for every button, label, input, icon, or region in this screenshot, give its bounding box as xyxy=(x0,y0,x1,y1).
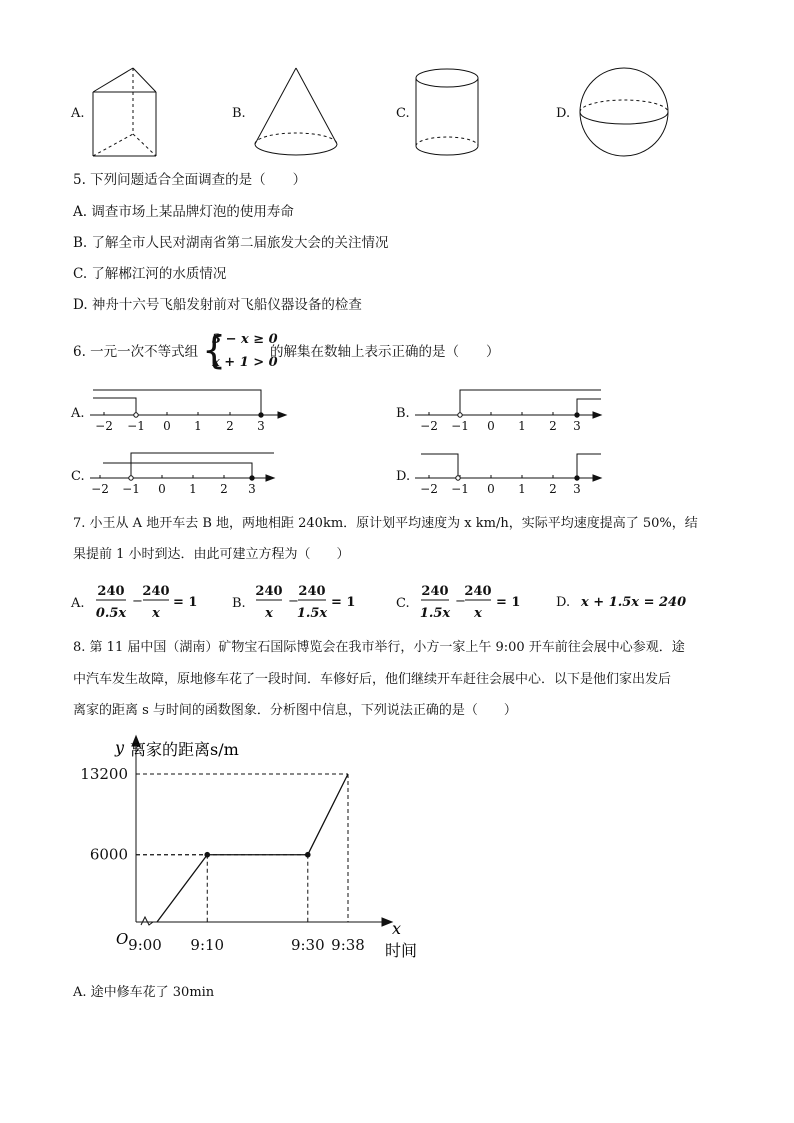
q7-b-den1: x xyxy=(265,606,273,621)
q5-option-c: C. 了解郴江河的水质情况 xyxy=(73,266,227,282)
q6-c-tick-label: 1 xyxy=(189,482,197,496)
q7-c-num1: 240 xyxy=(421,584,449,599)
q7-option-c-label: C. xyxy=(396,596,410,611)
q6-c-tick-label: 3 xyxy=(248,482,256,496)
q6-c-tick-label: −2 xyxy=(91,482,109,496)
q7-c-den2: x xyxy=(474,606,482,621)
x-axis-label: 时间 xyxy=(385,941,418,960)
q6-system-line1: 3 − x ≥ 0 xyxy=(212,332,278,347)
q7-b-rhs: = 1 xyxy=(331,595,356,610)
q6-b-tick-label: 2 xyxy=(549,419,557,433)
y-axis-letter: y xyxy=(115,738,125,757)
q6-d-tick-label: 2 xyxy=(549,482,557,496)
q6-stem-prefix: 6. 一元一次不等式组 xyxy=(73,344,199,360)
q4-option-c-label: C. xyxy=(396,106,410,121)
x-tick-label: 9:38 xyxy=(331,936,365,954)
q5-option-a: A. 调查市场上某品牌灯泡的使用寿命 xyxy=(73,204,294,220)
q6-c-tick-label: 2 xyxy=(220,482,228,496)
data-point xyxy=(305,852,311,858)
x-axis-letter: x xyxy=(392,919,402,938)
q6-option-b-label: B. xyxy=(396,406,410,421)
q5-option-d: D. 神舟十六号飞船发射前对飞船仪器设备的检查 xyxy=(73,297,362,313)
q6-d-tick-label: −2 xyxy=(420,482,438,496)
q6-a-tick-label: 0 xyxy=(163,419,171,433)
q6-c-tick-label: 0 xyxy=(158,482,166,496)
q7-a-num2: 240 xyxy=(142,584,170,599)
q8-line2: 中汽车发生故障，原地修车花了一段时间．车修好后，他们继续开车赶往会展中心．以下是他们家出发后 xyxy=(73,672,672,687)
q7-b-num2: 240 xyxy=(298,584,326,599)
q6-a-tick-label: −2 xyxy=(95,419,113,433)
q6-c-tick-label: −1 xyxy=(122,482,140,496)
q7-line2: 果提前 1 小时到达．由此可建立方程为（ ） xyxy=(73,547,350,562)
q7-a-den2: x xyxy=(152,606,160,621)
q6-a-tick-label: 1 xyxy=(194,419,202,433)
q6-b-tick-label: −2 xyxy=(420,419,438,433)
q7-c-den1: 1.5x xyxy=(419,606,451,621)
q6-b-tick-label: 0 xyxy=(487,419,495,433)
distance-time-chart xyxy=(70,730,440,970)
origin-label: O xyxy=(116,930,129,948)
q6-numberline-b xyxy=(413,385,608,437)
q7-options xyxy=(66,578,716,626)
q7-c-num2: 240 xyxy=(464,584,492,599)
cylinder-figure xyxy=(412,66,484,160)
data-point xyxy=(204,852,210,858)
q8-line1: 8. 第 11 届中国（湖南）矿物宝石国际博览会在我市举行，小方一家上午 9:00 开车前往会展中心参观．途 xyxy=(73,640,685,655)
q7-line1: 7. 小王从 A 地开车去 B 地，两地相距 240km．原计划平均速度为 x km/h，实际平均速度提高了 50%，结 xyxy=(73,516,698,531)
q8-line3: 离家的距离 s 与时间的函数图象．分析图中信息，下列说法正确的是（ ） xyxy=(73,703,517,718)
q6-option-d-label: D. xyxy=(396,469,411,484)
q6-numberline-a xyxy=(88,385,293,437)
x-tick-label: 9:30 xyxy=(290,936,325,954)
q6-numberline-c xyxy=(88,448,283,500)
cone-figure xyxy=(250,64,342,160)
q7-a-den1: 0.5x xyxy=(95,606,127,621)
q7-a-num1: 240 xyxy=(97,584,125,599)
q7-a-rhs: = 1 xyxy=(173,595,198,610)
q6-b-tick-label: −1 xyxy=(451,419,469,433)
q8-option-a: A. 途中修车花了 30min xyxy=(73,985,215,1000)
q6-d-tick-label: 1 xyxy=(518,482,526,496)
y-tick-label: 13200 xyxy=(80,765,128,783)
q7-c-rhs: = 1 xyxy=(496,595,521,610)
q7-option-a-label: A. xyxy=(71,596,85,611)
q6-numberline-d xyxy=(413,448,608,500)
sphere-figure xyxy=(576,64,672,160)
q6-d-tick-label: 0 xyxy=(487,482,495,496)
q7-option-b-label: B. xyxy=(232,596,246,611)
svg-text:−: − xyxy=(288,594,299,609)
y-tick-label: 6000 xyxy=(89,845,128,864)
q6-d-tick-label: 3 xyxy=(573,482,581,496)
q6-d-tick-label: −1 xyxy=(451,482,469,496)
distance-series-line xyxy=(157,774,348,922)
q6-a-tick-label: −1 xyxy=(127,419,145,433)
y-axis-label: 离家的距离s/m xyxy=(130,740,239,759)
q6-system-line2: x + 1 > 0 xyxy=(212,355,278,370)
q6-a-tick-label: 3 xyxy=(257,419,265,433)
q7-b-den2: 1.5x xyxy=(296,606,328,621)
q6-option-a-label: A. xyxy=(71,406,85,421)
svg-text:−: − xyxy=(132,594,143,609)
x-tick-label: 9:00 xyxy=(128,936,162,954)
q6-a-tick-label: 2 xyxy=(226,419,234,433)
q6-system-brace: { xyxy=(202,328,227,372)
q7-b-num1: 240 xyxy=(255,584,283,599)
q6-b-tick-label: 1 xyxy=(518,419,526,433)
axis-break xyxy=(141,917,153,925)
q5-stem: 5. 下列问题适合全面调查的是（ ） xyxy=(73,172,307,188)
q5-option-b: B. 了解全市人民对湖南省第二届旅发大会的关注情况 xyxy=(73,235,389,251)
q7-d-expr: x + 1.5x = 240 xyxy=(581,595,687,610)
x-tick-label: 9:10 xyxy=(190,936,225,954)
q4-option-b-label: B. xyxy=(232,106,246,121)
q7-option-d-label: D. xyxy=(556,595,571,610)
q4-option-a-label: A. xyxy=(71,106,85,121)
q6-option-c-label: C. xyxy=(71,469,85,484)
q4-option-d-label: D. xyxy=(556,106,571,121)
x-axis-arrow xyxy=(382,918,392,926)
q6-stem-suffix: 的解集在数轴上表示正确的是（ ） xyxy=(270,344,500,360)
svg-text:−: − xyxy=(455,594,466,609)
triangular-prism-figure xyxy=(88,64,168,160)
q6-b-tick-label: 3 xyxy=(573,419,581,433)
